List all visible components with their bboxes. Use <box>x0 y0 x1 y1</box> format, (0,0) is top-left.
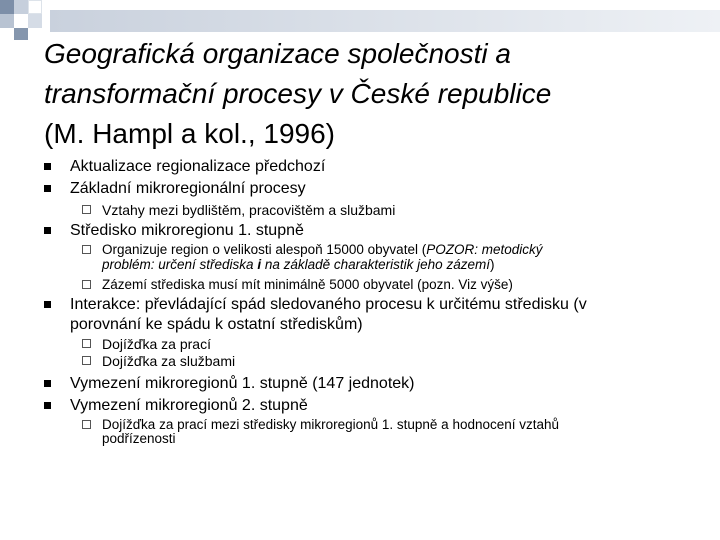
hollow-square-bullet-icon <box>82 245 91 254</box>
square-bullet-icon <box>44 227 51 234</box>
hollow-square-bullet-icon <box>82 339 91 348</box>
title-line-1: Geografická organizace společnosti a <box>44 38 511 69</box>
square-bullet-icon <box>44 301 51 308</box>
sub-bullet-text: podřízenosti <box>102 431 176 446</box>
title-line-3: (M. Hampl a kol., 1996) <box>44 118 335 149</box>
hollow-square-bullet-icon <box>82 356 91 365</box>
title-line-2: transformační procesy v České republice <box>44 78 552 109</box>
deco-square <box>14 0 28 14</box>
hollow-square-bullet-icon <box>82 205 91 214</box>
deco-square <box>0 14 14 28</box>
sub-bullet-text: problém: určení střediska i na základě charakteristik jeho zázemí) <box>102 257 495 272</box>
sub-bullet-text: Zázemí střediska musí mít minimálně 5000 obyvatel (pozn. Viz výše) <box>102 277 513 292</box>
deco-square <box>0 28 14 40</box>
deco-square <box>14 14 28 28</box>
deco-square <box>0 0 14 14</box>
bullet-text: Středisko mikroregionu 1. stupně <box>70 222 304 239</box>
sub-bullet-text: Dojížďka za prací <box>102 336 211 352</box>
bullet-text: Interakce: převládající spád sledovaného procesu k určitému středisku (v <box>70 296 587 313</box>
square-bullet-icon <box>44 380 51 387</box>
bullet-text: porovnání ke spádu k ostatní střediskům) <box>70 316 363 333</box>
bullet-text: Základní mikroregionální procesy <box>70 180 306 197</box>
square-bullet-icon <box>44 163 51 170</box>
deco-square <box>28 14 42 28</box>
bullet-text: Vymezení mikroregionů 1. stupně (147 jednotek) <box>70 375 415 392</box>
sub-bullet-text: Vztahy mezi bydlištěm, pracovištěm a službami <box>102 202 396 218</box>
deco-square <box>28 0 42 14</box>
bullet-text: Vymezení mikroregionů 2. stupně <box>70 397 308 414</box>
square-bullet-icon <box>44 402 51 409</box>
bullet-text: Aktualizace regionalizace předchozí <box>70 158 326 175</box>
slide-title <box>44 34 704 154</box>
square-bullet-icon <box>44 185 51 192</box>
sub-bullet-text: Dojížďka za službami <box>102 353 236 369</box>
sub-bullet-text: Organizuje region o velikosti alespoň 15000 obyvatel (POZOR: metodický <box>102 242 543 257</box>
deco-bar <box>50 10 720 32</box>
sub-bullet-text: Dojížďka za prací mezi středisky mikroregionů 1. stupně a hodnocení vztahů <box>102 417 560 432</box>
deco-square <box>14 28 28 40</box>
hollow-square-bullet-icon <box>82 280 91 289</box>
hollow-square-bullet-icon <box>82 420 91 429</box>
